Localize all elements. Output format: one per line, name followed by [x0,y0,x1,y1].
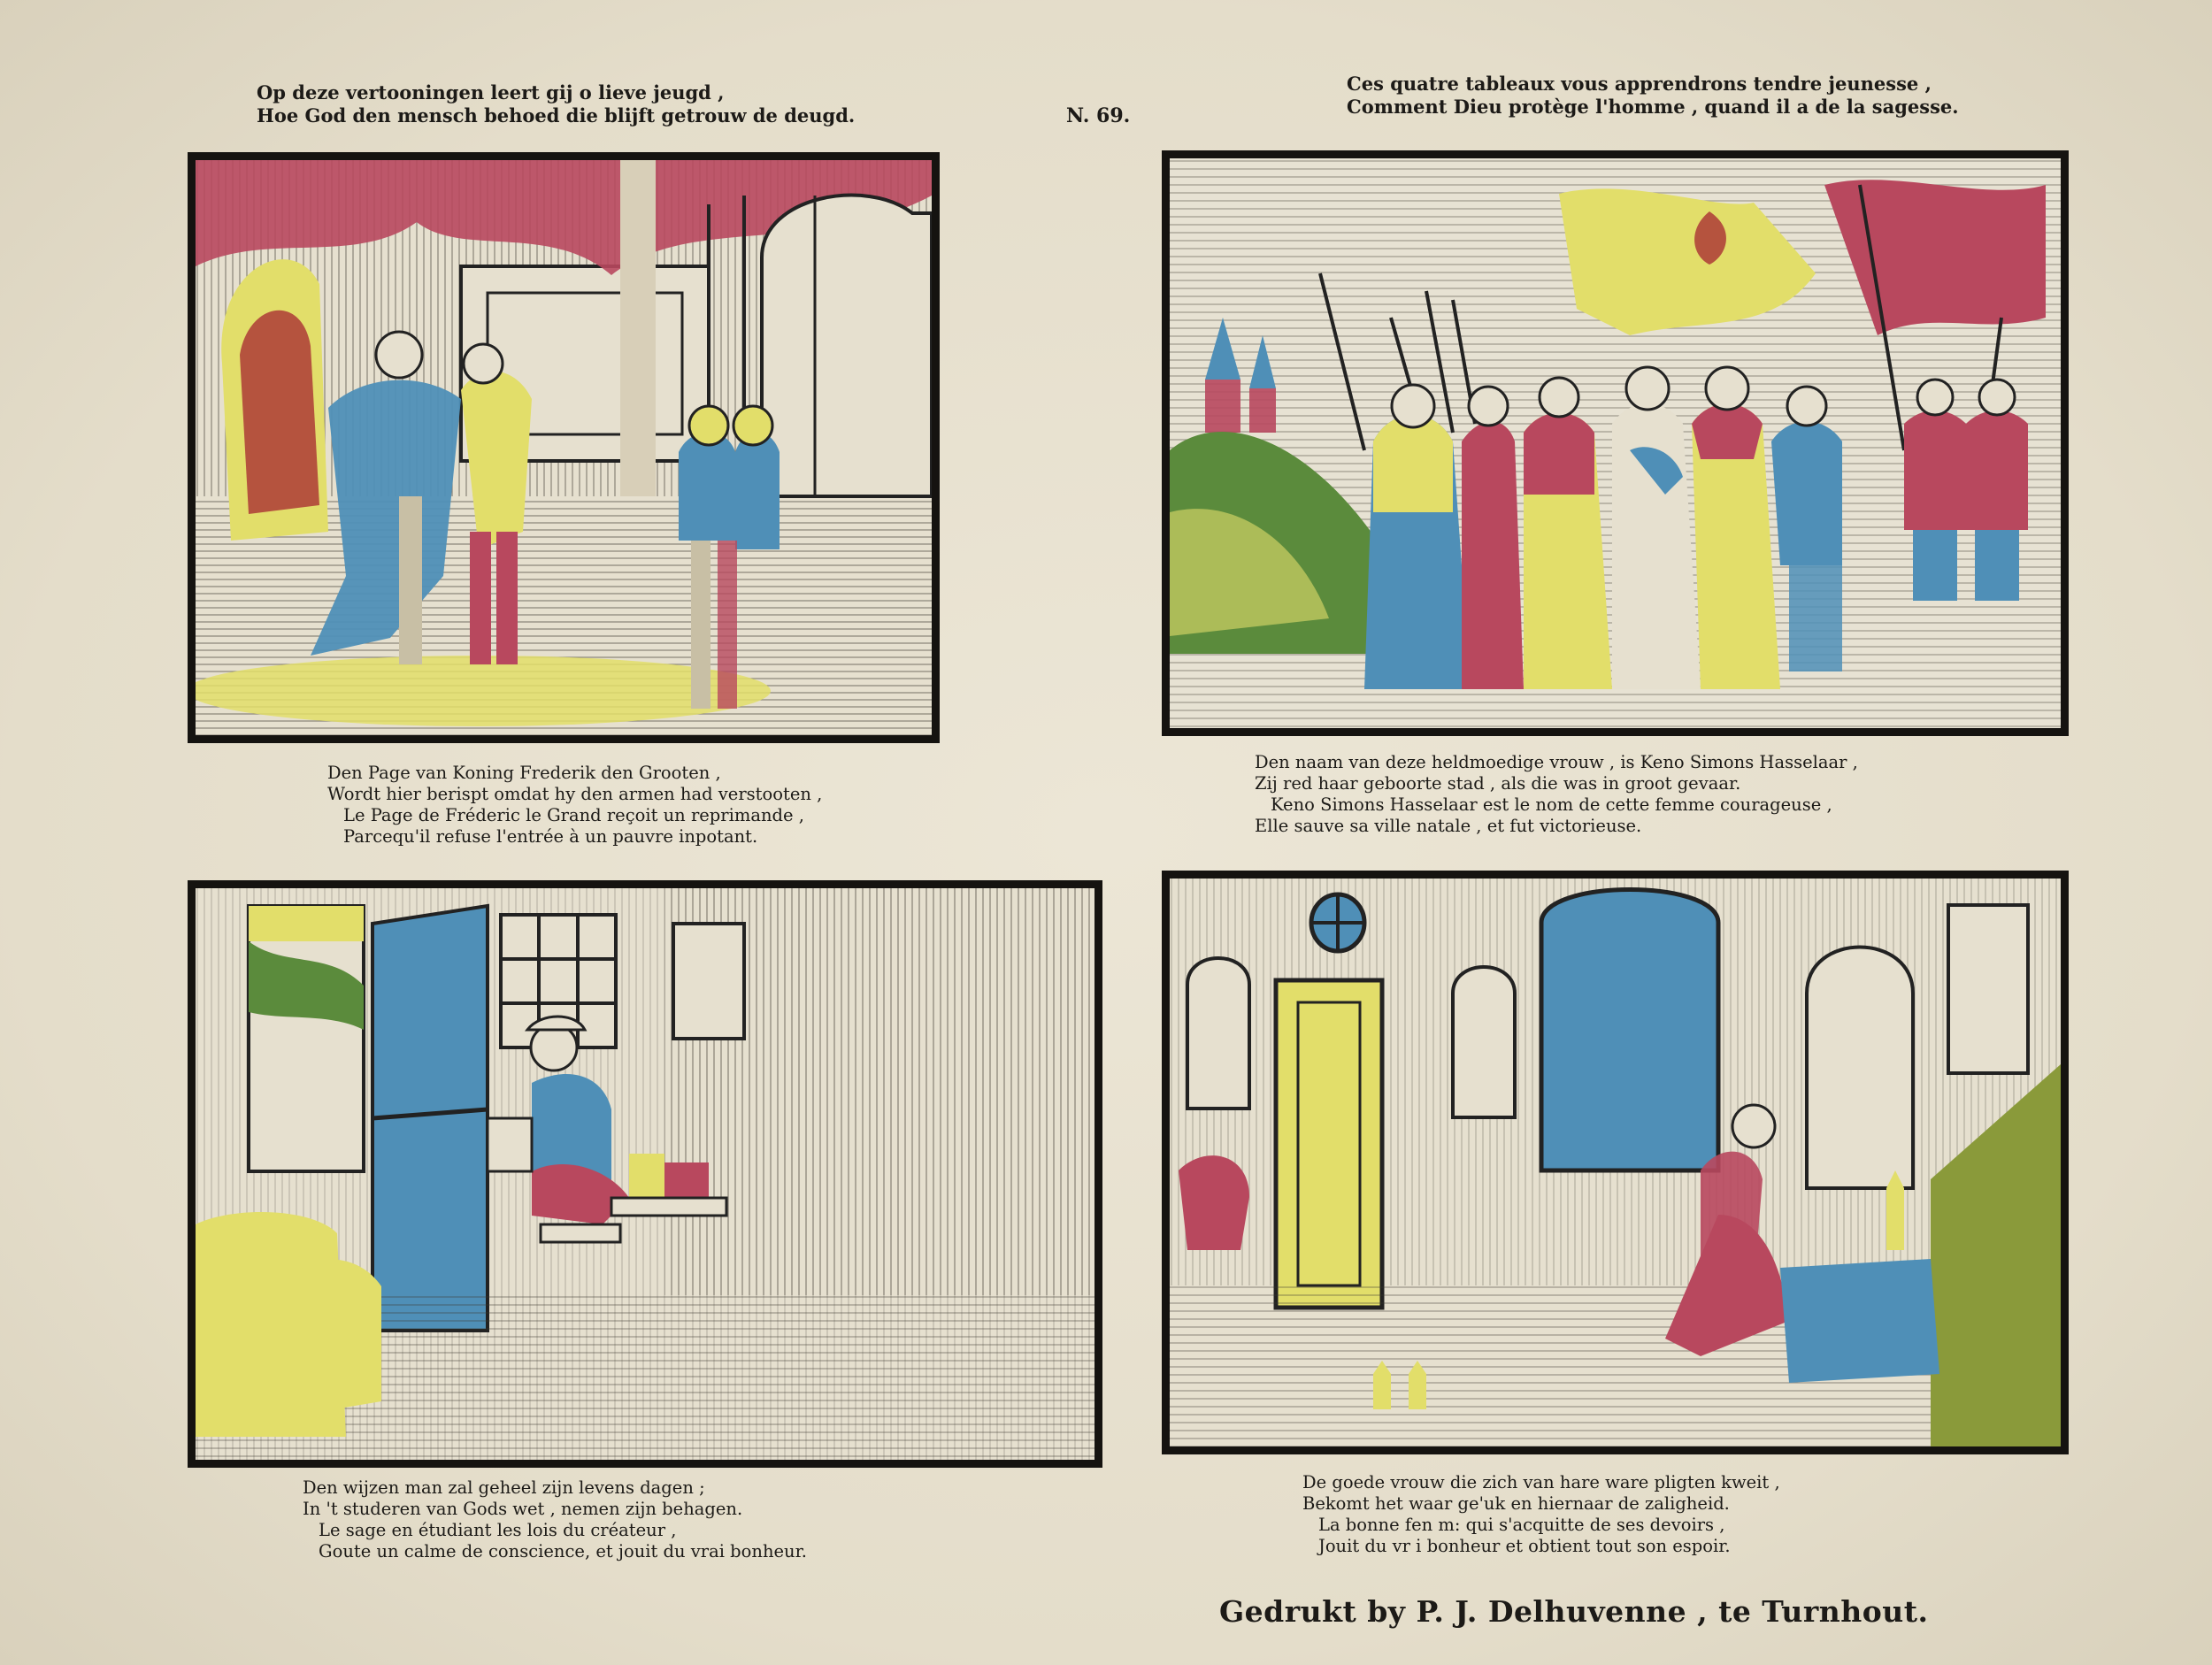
illustration-wise-man [188,880,1102,1468]
french-verse-line-1: Ces quatre tableaux vous apprendrons tendre jeunesse , [1347,73,1932,95]
caption-keno-simons-hasselaar [1255,752,1858,837]
illustration-good-woman [1162,871,2069,1454]
caption-wise-man [303,1477,807,1562]
caption-line: Keno Simons Hasselaar est le nom de cette femme courageuse , [1271,794,1832,815]
caption-line: Le sage en étudiant les lois du créateur , [319,1520,677,1540]
french-verse-header [1347,73,1959,119]
caption-line: De goede vrouw die zich van hare ware pligten kweit , [1302,1472,1780,1492]
caption-good-woman [1302,1472,1780,1557]
caption-line: Den Page van Koning Frederik den Grooten , [327,763,721,783]
caption-line: Le Page de Fréderic le Grand reçoit un reprimande , [343,805,804,825]
caption-line: Elle sauve sa ville natale , et fut victorieuse. [1255,816,1642,836]
caption-line: Den wijzen man zal geheel zijn levens dagen ; [303,1477,705,1498]
caption-line: Den naam van deze heldmoedige vrouw , is Keno Simons Hasselaar , [1255,752,1858,772]
caption-line: Wordt hier berispt omdat hy den armen had verstooten , [327,784,823,804]
caption-line: In 't studeren van Gods wet , nemen zijn behagen. [303,1499,743,1519]
caption-line: Bekomt het waar ge'uk en hiernaar de zaligheid. [1302,1493,1730,1514]
caption-line: La bonne fen m: qui s'acquitte de ses devoirs , [1318,1515,1725,1535]
caption-line: Jouit du vr i bonheur et obtient tout son espoir. [1318,1536,1731,1556]
illustration-page-of-frederick [188,152,940,743]
printer-imprint: Gedrukt by P. J. Delhuvenne , te Turnhout. [1219,1594,1929,1629]
sheet-number: N. 69. [1066,104,1131,127]
illustration-keno-simons-hasselaar [1162,150,2069,736]
caption-line: Parcequ'il refuse l'entrée à un pauvre inpotant. [343,826,758,847]
caption-line: Zij red haar geboorte stad , als die was in groot gevaar. [1255,773,1741,794]
dutch-verse-line-1: Op deze vertooningen leert gij o lieve jeugd , [257,81,725,104]
dutch-verse-header [257,81,855,127]
caption-page-of-frederick [327,763,822,848]
french-verse-line-2: Comment Dieu protège l'homme , quand il a de la sagesse. [1347,96,1959,118]
caption-line: Goute un calme de conscience, et jouit du vrai bonheur. [319,1541,807,1561]
dutch-verse-line-2: Hoe God den mensch behoed die blijft getrouw de deugd. [257,104,856,127]
